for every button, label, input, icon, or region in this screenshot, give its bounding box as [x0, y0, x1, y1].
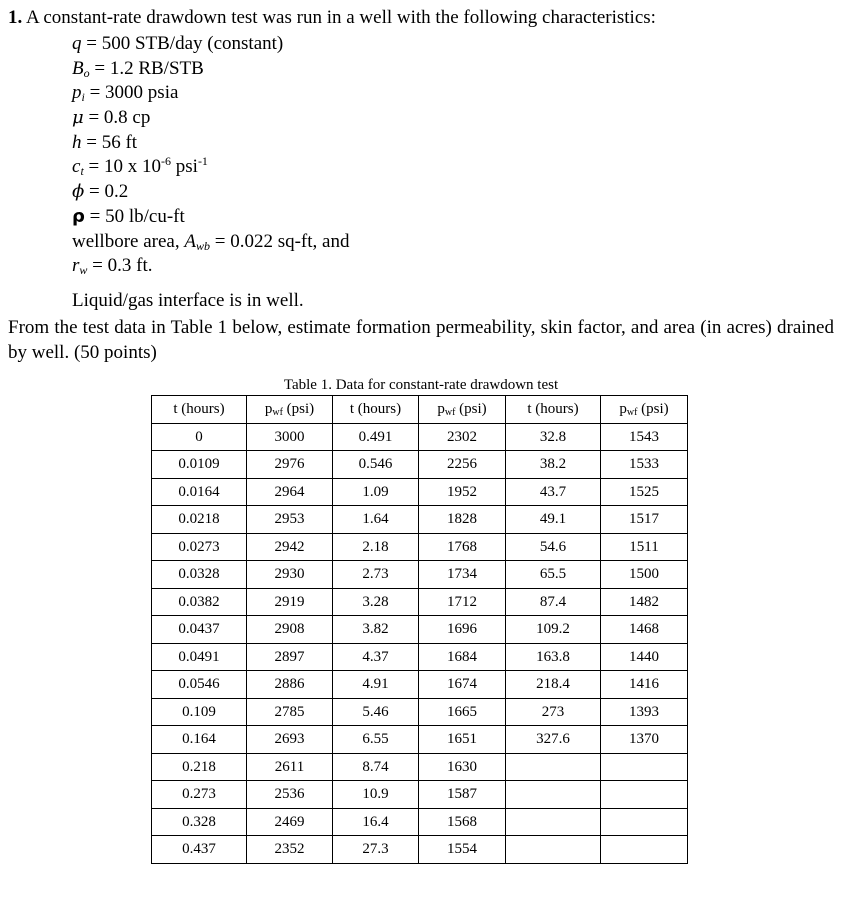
param-porosity: ϕ = 0.2	[72, 181, 129, 203]
pressure-cell: 1511	[601, 533, 688, 561]
time-cell: 27.3	[333, 836, 419, 864]
table-row	[152, 616, 688, 644]
table-row	[152, 643, 688, 671]
time-cell: 0.164	[152, 726, 247, 754]
pressure-cell: 3000	[247, 423, 333, 451]
problem-heading	[8, 6, 656, 30]
col-header-time: t (hours)	[506, 396, 601, 424]
time-cell: 0.437	[152, 836, 247, 864]
pressure-cell: 1630	[419, 753, 506, 781]
time-cell: 0.273	[152, 781, 247, 809]
table-row	[152, 781, 688, 809]
pressure-cell: 1543	[601, 423, 688, 451]
time-cell: 0.0164	[152, 478, 247, 506]
pressure-cell	[601, 808, 688, 836]
pressure-cell: 2908	[247, 616, 333, 644]
table-row	[152, 753, 688, 781]
pressure-cell: 1440	[601, 643, 688, 671]
table-row	[152, 588, 688, 616]
interface-note: Liquid/gas interface is in well.	[72, 290, 304, 311]
param-compressibility: $c_t = 10$ x $10^{-6}$ psi$^{-1}$	[72, 154, 208, 179]
pressure-cell: 1500	[601, 561, 688, 589]
time-cell: 218.4	[506, 671, 601, 699]
time-cell: 0.0437	[152, 616, 247, 644]
time-cell: 0.0109	[152, 451, 247, 479]
pressure-cell: 2536	[247, 781, 333, 809]
table-row	[152, 836, 688, 864]
time-cell	[506, 836, 601, 864]
time-cell: 4.37	[333, 643, 419, 671]
pressure-cell: 1370	[601, 726, 688, 754]
time-cell: 1.09	[333, 478, 419, 506]
pressure-cell	[601, 781, 688, 809]
time-cell: 0.328	[152, 808, 247, 836]
pressure-cell: 2942	[247, 533, 333, 561]
col-header-time: t (hours)	[333, 396, 419, 424]
time-cell: 49.1	[506, 506, 601, 534]
pressure-cell: 2785	[247, 698, 333, 726]
time-cell: 0.0382	[152, 588, 247, 616]
pressure-cell: 1674	[419, 671, 506, 699]
pressure-cell: 2919	[247, 588, 333, 616]
time-cell: 0.109	[152, 698, 247, 726]
pressure-cell: 1568	[419, 808, 506, 836]
parameter-list	[72, 32, 349, 279]
time-cell: 32.8	[506, 423, 601, 451]
pressure-cell: 1665	[419, 698, 506, 726]
table-header-row	[152, 396, 688, 424]
time-cell	[506, 753, 601, 781]
time-cell: 0.0328	[152, 561, 247, 589]
pressure-cell: 2611	[247, 753, 333, 781]
pressure-cell: 1416	[601, 671, 688, 699]
drawdown-data-table	[151, 395, 688, 864]
table-row	[152, 451, 688, 479]
time-cell: 163.8	[506, 643, 601, 671]
time-cell: 0.491	[333, 423, 419, 451]
param-wellbore-radius: $r_w = 0.3$ ft.	[72, 255, 153, 278]
pressure-cell: 1696	[419, 616, 506, 644]
time-cell: 327.6	[506, 726, 601, 754]
table-row	[152, 561, 688, 589]
col-header-time: t (hours)	[152, 396, 247, 424]
pressure-cell: 2886	[247, 671, 333, 699]
param-formation-volume-factor: $B_o = 1.2$ RB/STB	[72, 57, 204, 80]
table-row	[152, 506, 688, 534]
time-cell: 54.6	[506, 533, 601, 561]
pressure-cell: 1587	[419, 781, 506, 809]
param-density: ρ = 50 lb/cu-ft	[72, 205, 185, 227]
time-cell: 8.74	[333, 753, 419, 781]
col-header-pressure: $p_{wf}$ (psi)	[601, 396, 688, 424]
pressure-cell: 1482	[601, 588, 688, 616]
pressure-cell: 1533	[601, 451, 688, 479]
pressure-cell: 1712	[419, 588, 506, 616]
time-cell: 2.73	[333, 561, 419, 589]
table-row	[152, 698, 688, 726]
col-header-pressure: $p_{wf}$ (psi)	[247, 396, 333, 424]
pressure-cell: 2693	[247, 726, 333, 754]
table-row	[152, 423, 688, 451]
pressure-cell: 2964	[247, 478, 333, 506]
problem-number: 1.	[8, 7, 23, 28]
time-cell: 0.546	[333, 451, 419, 479]
time-cell: 5.46	[333, 698, 419, 726]
time-cell: 6.55	[333, 726, 419, 754]
param-rate: q = 500 STB/day (constant)	[72, 33, 284, 54]
instructions: From the test data in Table 1 below, estimate formation permeability, skin factor, and area (in acres) drained by well. (50 points)	[8, 317, 834, 363]
col-header-pressure: $p_{wf}$ (psi)	[419, 396, 506, 424]
table-row	[152, 478, 688, 506]
pressure-cell: 1828	[419, 506, 506, 534]
pressure-cell: 1517	[601, 506, 688, 534]
pressure-cell: 1952	[419, 478, 506, 506]
time-cell: 0.0273	[152, 533, 247, 561]
time-cell: 4.91	[333, 671, 419, 699]
pressure-cell: 1525	[601, 478, 688, 506]
table-row	[152, 808, 688, 836]
time-cell: 38.2	[506, 451, 601, 479]
table-body	[152, 423, 688, 863]
time-cell: 0	[152, 423, 247, 451]
time-cell: 273	[506, 698, 601, 726]
time-cell: 10.9	[333, 781, 419, 809]
time-cell	[506, 808, 601, 836]
pressure-cell: 2930	[247, 561, 333, 589]
table-row	[152, 671, 688, 699]
table-caption: Table 1. Data for constant-rate drawdown test	[283, 377, 559, 393]
pressure-cell	[601, 753, 688, 781]
pressure-cell	[601, 836, 688, 864]
pressure-cell: 2352	[247, 836, 333, 864]
pressure-cell: 2256	[419, 451, 506, 479]
time-cell: 0.218	[152, 753, 247, 781]
pressure-cell: 1684	[419, 643, 506, 671]
pressure-cell: 2897	[247, 643, 333, 671]
param-viscosity: μ = 0.8 cp	[72, 107, 151, 129]
time-cell: 43.7	[506, 478, 601, 506]
param-wellbore-area: wellbore area, $A_{wb} = 0.022$ sq-ft, and	[72, 230, 350, 253]
param-thickness: h = 56 ft	[72, 131, 138, 153]
time-cell: 1.64	[333, 506, 419, 534]
time-cell	[506, 781, 601, 809]
time-cell: 0.0491	[152, 643, 247, 671]
time-cell: 3.82	[333, 616, 419, 644]
time-cell: 109.2	[506, 616, 601, 644]
time-cell: 3.28	[333, 588, 419, 616]
time-cell: 0.0218	[152, 506, 247, 534]
table-row	[152, 726, 688, 754]
pressure-cell: 1393	[601, 698, 688, 726]
time-cell: 87.4	[506, 588, 601, 616]
time-cell: 2.18	[333, 533, 419, 561]
pressure-cell: 1651	[419, 726, 506, 754]
param-initial-pressure: $p_i = 3000$ psia	[72, 82, 179, 105]
time-cell: 0.0546	[152, 671, 247, 699]
pressure-cell: 1734	[419, 561, 506, 589]
pressure-cell: 1468	[601, 616, 688, 644]
pressure-cell: 2976	[247, 451, 333, 479]
problem-intro: A constant-rate drawdown test was run in a well with the following characteristics:	[25, 7, 656, 28]
pressure-cell: 2953	[247, 506, 333, 534]
time-cell: 16.4	[333, 808, 419, 836]
time-cell: 65.5	[506, 561, 601, 589]
table-row	[152, 533, 688, 561]
pressure-cell: 1554	[419, 836, 506, 864]
pressure-cell: 2302	[419, 423, 506, 451]
pressure-cell: 1768	[419, 533, 506, 561]
pressure-cell: 2469	[247, 808, 333, 836]
